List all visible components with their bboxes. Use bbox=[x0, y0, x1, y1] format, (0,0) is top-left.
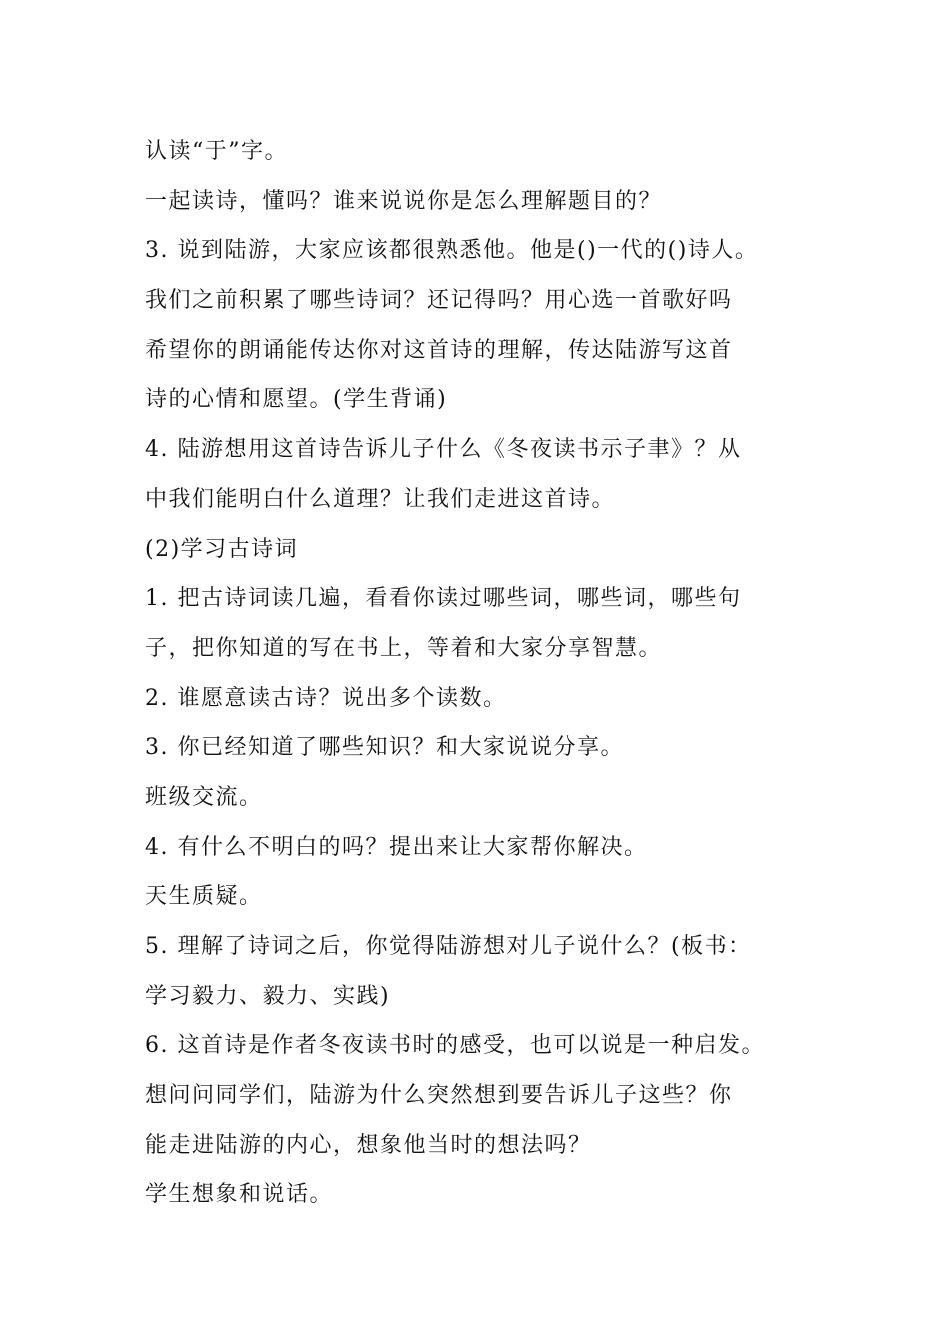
text-line: 能走进陆游的内心，想象他当时的想法吗？ bbox=[145, 1132, 592, 1158]
text-line: 4. 有什么不明白的吗？提出来让大家帮你解决。 bbox=[145, 834, 648, 860]
text-line: 班级交流。 bbox=[145, 784, 263, 810]
section-heading: (2)学习古诗词 bbox=[145, 536, 299, 562]
text-line: 6. 这首诗是作者冬夜读书时的感受，也可以说是一种启发。 bbox=[145, 1033, 765, 1059]
text-line: 天生质疑。 bbox=[145, 884, 263, 910]
text-line: 5. 理解了诗词之后，你觉得陆游想对儿子说什么？(板书： bbox=[145, 934, 752, 959]
text-line: 子，把你知道的写在书上，等着和大家分享智慧。 bbox=[145, 635, 663, 661]
text-line: 中我们能明白什么道理？让我们走进这首诗。 bbox=[145, 486, 616, 512]
text-line: 我们之前积累了哪些诗词？还记得吗？用心选一首歌好吗 bbox=[145, 288, 733, 314]
text-line: 希望你的朗诵能传达你对这首诗的理解，传达陆游写这首 bbox=[145, 337, 733, 363]
text-line: 1. 把古诗词读几遍，看看你读过哪些词，哪些词，哪些句 bbox=[145, 586, 742, 612]
text-line: 一起读诗，懂吗？谁来说说你是怎么理解题目的？ bbox=[145, 188, 663, 214]
text-line: 学生想象和说话。 bbox=[145, 1182, 334, 1208]
text-line: 学习毅力、毅力、实践) bbox=[145, 983, 391, 1009]
text-line: 诗的心情和愿望。(学生背诵) bbox=[145, 387, 448, 413]
text-line: 3. 你已经知道了哪些知识？和大家说说分享。 bbox=[145, 735, 624, 761]
text-line: 3. 说到陆游，大家应该都很熟悉他。他是()一代的()诗人。 bbox=[145, 238, 759, 264]
text-line: 认读“于”字。 bbox=[145, 139, 288, 164]
text-line: 2. 谁愿意读古诗？说出多个读数。 bbox=[145, 685, 507, 711]
document-body bbox=[145, 132, 835, 1225]
text-line: 4. 陆游想用这首诗告诉儿子什么《冬夜读书示子聿》？从 bbox=[145, 437, 742, 463]
text-line: 想问问同学们，陆游为什么突然想到要告诉儿子这些？你 bbox=[145, 1083, 733, 1109]
